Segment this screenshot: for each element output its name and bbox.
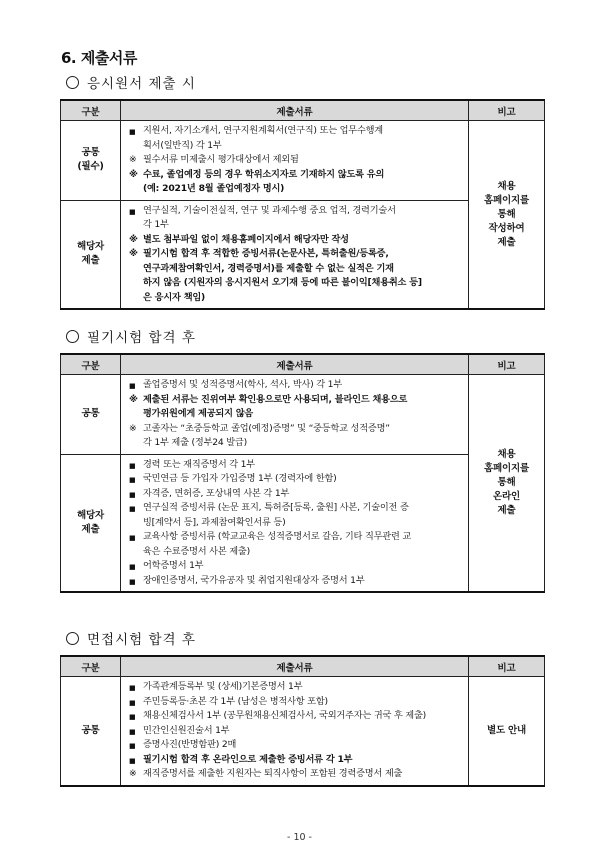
document-item-text: 수료, 졸업예정 등의 경우 학위소지자로 기재하지 않도록 유의: [143, 168, 385, 180]
subsection-heading-2: [66, 326, 196, 346]
remarks-cell: [469, 677, 545, 786]
remarks-line: 온라인: [493, 491, 520, 502]
column-header: 제출서류: [121, 656, 469, 677]
document-item-text: 국민연금 등 가입자 가입증명 1부 (경력자에 한함): [143, 473, 337, 484]
document-item-text: 장애인증명서, 국가유공자 및 취업지원대상자 증명서 1부: [143, 574, 365, 586]
category-label: 해당자: [77, 241, 104, 253]
documents-cell: [121, 375, 469, 455]
table-row: [61, 121, 545, 201]
document-item: [129, 709, 462, 724]
table-header-row: [61, 354, 545, 375]
document-item: [129, 233, 462, 248]
remarks-line: 채용: [497, 449, 516, 460]
square-bullet-icon: ■: [129, 476, 136, 484]
column-header: 비고: [469, 656, 545, 677]
square-bullet-icon: ■: [129, 756, 136, 765]
document-item: [129, 753, 462, 768]
square-bullet-icon: ■: [129, 563, 136, 571]
category-label: 제출: [81, 255, 100, 267]
reference-mark-icon: ※: [129, 248, 138, 259]
category-cell: [61, 677, 121, 786]
document-item-text: 획서(일반직) 각 1부: [143, 139, 222, 151]
document-item-text: 증명사진(반명함판) 2매: [143, 739, 237, 750]
document-item-text: 자격증, 면허증, 포상내역 사본 각 1부: [143, 487, 290, 499]
document-item: [129, 168, 462, 197]
square-bullet-icon: ■: [129, 461, 136, 470]
document-item-text: 졸업증명서 및 성적증명서(학사, 석사, 박사) 각 1부: [143, 379, 343, 390]
category-cell: [61, 375, 121, 455]
document-item-text: (예: 2021년 8월 졸업예정자 명시): [143, 183, 285, 194]
document-item: [129, 724, 462, 739]
table-row: [61, 375, 545, 455]
reference-mark-icon: ※: [129, 154, 137, 165]
document-item-text: 연구과제참여확인서, 경력증명서)를 제출할 수 없는 실적은 기재: [143, 262, 394, 274]
column-header: 제출서류: [121, 100, 469, 121]
category-label: (필수): [77, 161, 104, 173]
document-item-text: 재직증명서를 제출한 지원자는 퇴직사항이 포함된 경력증명서 제출: [143, 768, 403, 779]
document-item-text: 하지 않음 (지원자의 응시지원서 오기재 등에 따른 불이익[채용취소 등]: [143, 277, 422, 288]
remarks-line: 홈페이지를: [484, 194, 529, 206]
document-item: [129, 378, 462, 393]
category-label: 해당자: [77, 509, 104, 521]
reference-mark-icon: ※: [129, 422, 137, 434]
remarks-line: 작성하여: [488, 222, 525, 234]
category-label: 공통: [81, 724, 100, 736]
square-bullet-icon: ■: [129, 577, 136, 586]
document-item-text: 필기시험 합격 후 온라인으로 제출한 증빙서류 각 1부: [143, 753, 353, 765]
document-item: [129, 393, 462, 422]
document-item-text: 채용신체검사서 1부 (공무원채용신체검사서, 국외거주자는 귀국 후 제출): [143, 710, 427, 721]
document-item-text: 지원서, 자기소개서, 연구지원계획서(연구직) 또는 업무수행계: [143, 125, 383, 136]
document-item-text: 주민등록등·초본 각 1부 (남성은 병적사항 포함): [143, 695, 328, 707]
remarks-line: 홈페이지를: [484, 463, 529, 474]
document-item: [129, 124, 462, 153]
document-item: [129, 422, 462, 451]
documents-cell: [121, 454, 469, 592]
category-cell: [61, 121, 121, 201]
category-cell: [61, 200, 121, 309]
documents-cell: [121, 121, 469, 201]
document-item: [129, 458, 462, 473]
document-item: [129, 559, 462, 574]
document-item: [129, 472, 462, 487]
document-item-text: 필수서류 미제출시 평가대상에서 제외됨: [143, 154, 299, 165]
remarks-line: 통해: [497, 208, 516, 220]
column-header: 구분: [61, 656, 121, 677]
document-item: [129, 695, 462, 710]
subsection-heading-text: 응시원서 제출 시: [87, 76, 196, 92]
reference-mark-icon: ※: [129, 168, 138, 180]
table-row: [61, 677, 545, 786]
document-item: [129, 487, 462, 502]
table-header-row: [61, 100, 545, 121]
remarks-line: 채용: [497, 180, 516, 192]
subsection-heading-text: 면접시험 합격 후: [87, 632, 196, 648]
square-bullet-icon: ■: [129, 128, 136, 136]
document-item: [129, 767, 462, 782]
document-item-text: 평가위원에게 제공되지 않음: [143, 408, 254, 419]
document-item-text: 필기시험 합격 후 적합한 증빙서류(논문사본, 특허출원/등록증,: [143, 248, 389, 259]
document-item-text: 가족관계등록부 및 (상세)기본증명서 1부: [143, 681, 303, 692]
column-header: 제출서류: [121, 354, 469, 375]
document-item-text: 민간인신원진술서 1부: [143, 724, 230, 736]
page-number: - 10 -: [287, 832, 312, 843]
document-item-text: 각 1부: [143, 219, 169, 230]
square-bullet-icon: ■: [129, 382, 136, 390]
document-item-text: 별도 첨부파일 없이 채용홈페이지에서 해당자만 작성: [143, 233, 349, 245]
reference-mark-icon: ※: [129, 393, 138, 405]
category-cell: [61, 454, 121, 592]
subsection-heading-text: 필기시험 합격 후: [87, 330, 196, 346]
table-header-row: [61, 656, 545, 677]
document-item-text: 은 응시자 책임): [143, 291, 206, 303]
remarks-cell: [469, 121, 545, 310]
document-item: [129, 247, 462, 305]
circle-bullet-icon: [66, 76, 79, 89]
square-bullet-icon: ■: [129, 684, 136, 692]
square-bullet-icon: ■: [129, 742, 136, 750]
documents-table-written-exam: [60, 353, 545, 593]
documents-table-application: [60, 99, 545, 310]
document-item-text: 교육사항 증빙서류 (학교교육은 성적증명서로 갈음, 기타 직무관련 교: [143, 531, 412, 542]
subsection-heading-1: [66, 72, 196, 92]
remarks-line: 제출: [497, 505, 516, 516]
subsection-heading-3: [66, 628, 196, 648]
document-item-text: 연구실적 증빙서류 (논문 표지, 특허증[등록, 출원] 사본, 기술이전 증: [143, 502, 409, 513]
document-item-text: 제출된 서류는 진위여부 확인용으로만 사용되며, 블라인드 채용으로: [143, 393, 408, 405]
category-label: 공통: [81, 408, 100, 420]
section-title: 6. 제출서류: [61, 49, 137, 67]
remarks-line: 제출: [497, 236, 516, 248]
reference-mark-icon: ※: [129, 768, 137, 779]
circle-bullet-icon: [66, 330, 79, 343]
remarks-line: 별도 안내: [486, 724, 526, 736]
square-bullet-icon: ■: [129, 698, 136, 707]
document-item: [129, 204, 462, 233]
document-item-text: 경력 또는 재직증명서 각 1부: [143, 458, 255, 470]
document-item-text: 각 1부 제출 (정부24 발급): [143, 437, 247, 448]
category-label: 공통: [81, 147, 100, 159]
documents-cell: [121, 677, 469, 786]
category-label: 제출: [81, 523, 100, 535]
document-item-text: 어학증명서 1부: [143, 560, 204, 571]
square-bullet-icon: ■: [129, 713, 136, 721]
reference-mark-icon: ※: [129, 233, 138, 245]
document-item: [129, 680, 462, 695]
square-bullet-icon: ■: [129, 207, 136, 216]
document-item-text: 육은 수료증명서 사본 제출): [143, 545, 250, 557]
column-header: 비고: [469, 100, 545, 121]
document-item: [129, 738, 462, 753]
document-item-text: 연구실적, 기술이전실적, 연구 및 과제수행 중요 업적, 경력기술서: [143, 204, 396, 216]
square-bullet-icon: ■: [129, 727, 136, 736]
document-item: [129, 574, 462, 589]
square-bullet-icon: ■: [129, 505, 136, 513]
document-item: [129, 501, 462, 530]
remarks-cell: [469, 375, 545, 593]
circle-bullet-icon: [66, 632, 79, 645]
documents-cell: [121, 200, 469, 309]
column-header: 비고: [469, 354, 545, 375]
documents-table-interview: [60, 655, 545, 787]
document-item: [129, 153, 462, 168]
document-item: [129, 530, 462, 559]
column-header: 구분: [61, 354, 121, 375]
remarks-line: 통해: [497, 477, 516, 488]
square-bullet-icon: ■: [129, 490, 136, 499]
document-item-text: 고졸자는 “초중등학교 졸업(예정)증명” 및 “중등학교 성적증명”: [143, 422, 390, 434]
square-bullet-icon: ■: [129, 534, 136, 542]
column-header: 구분: [61, 100, 121, 121]
document-item-text: 빙[계약서 등], 과제참여확인서류 등): [143, 516, 286, 528]
